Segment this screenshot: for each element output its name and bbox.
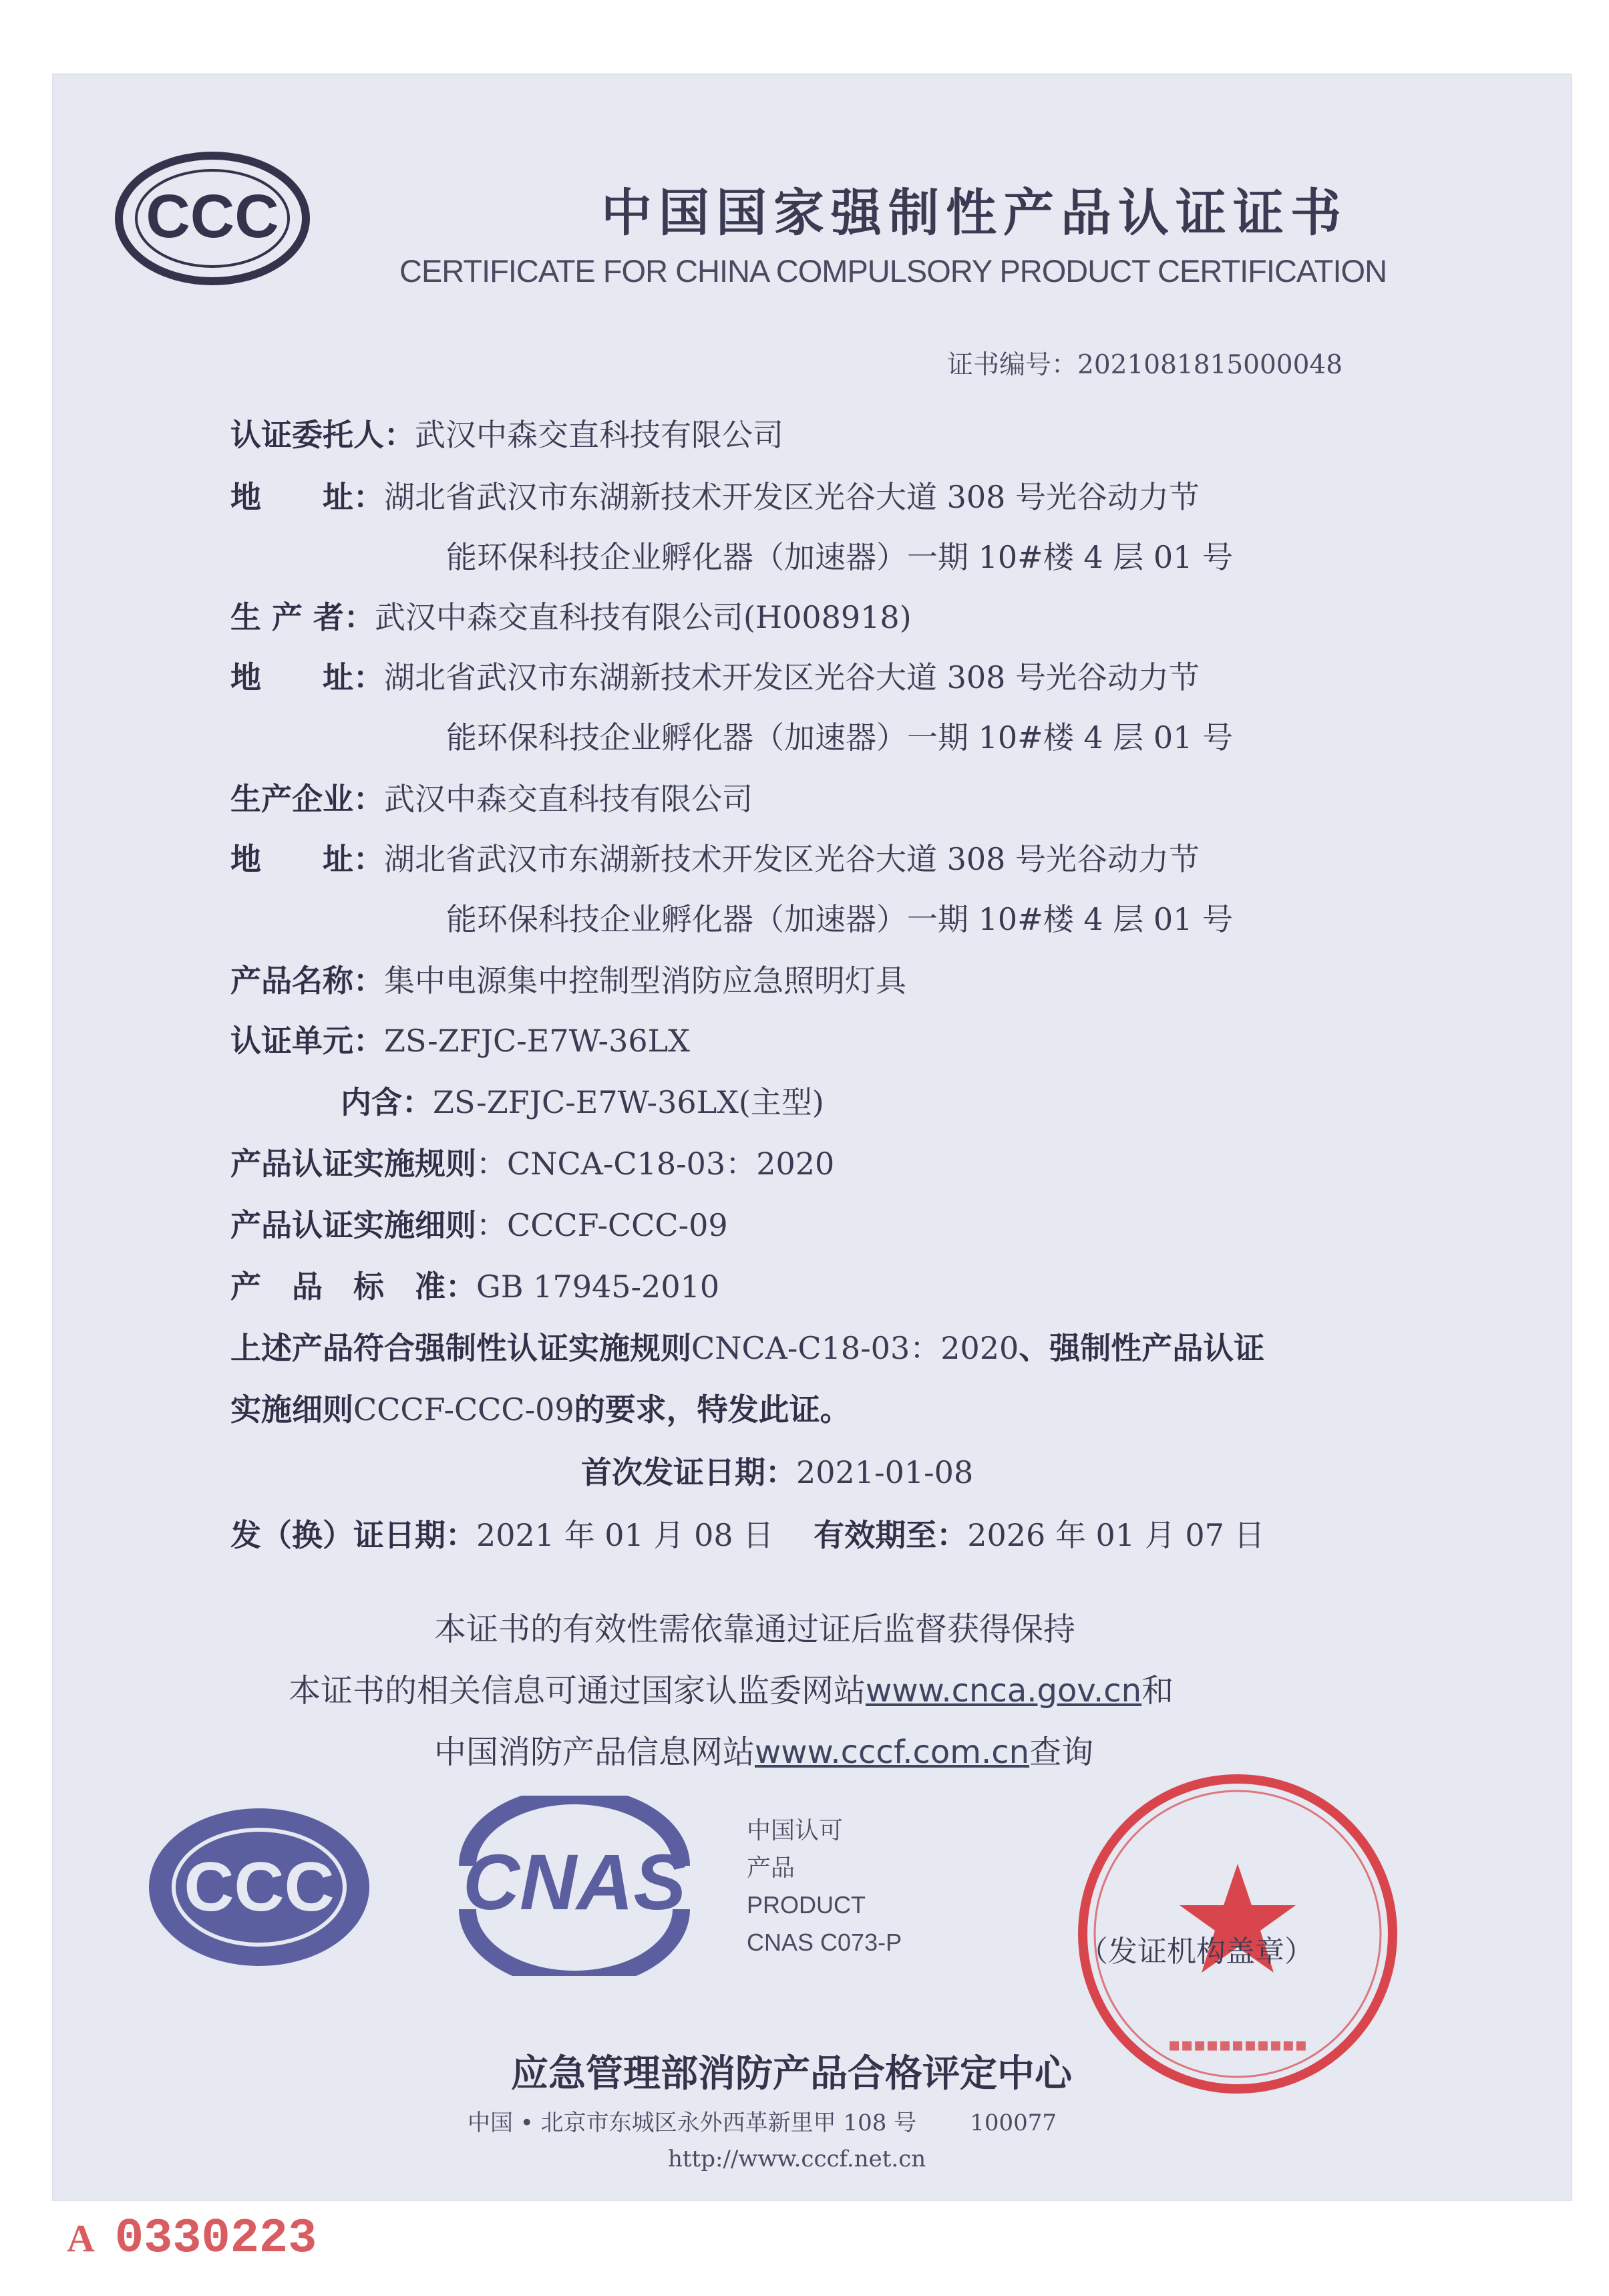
certificate-title-en: CERTIFICATE FOR CHINA COMPULSORY PRODUCT CERTIFICATION bbox=[399, 253, 1387, 289]
cnas-note-line1: 中国认可 bbox=[747, 1816, 844, 1844]
factory-address-row bbox=[230, 835, 1200, 879]
issue-date-label: 发（换）证日期： bbox=[230, 1517, 476, 1553]
manufacturer-address-row-2 bbox=[446, 713, 1233, 758]
cnas-note-line2: 产品 bbox=[747, 1854, 795, 1881]
notice-line-2 bbox=[289, 1665, 1174, 1711]
applicant-address-line1: 湖北省武汉市东湖新技术开发区光谷大道 308 号光谷动力节 bbox=[384, 479, 1200, 515]
applicant-address-label: 地 址： bbox=[230, 479, 384, 515]
manufacturer-address-line1: 湖北省武汉市东湖新技术开发区光谷大道 308 号光谷动力节 bbox=[384, 659, 1200, 695]
first-issue-row bbox=[581, 1448, 973, 1492]
factory-address-label: 地 址： bbox=[230, 841, 384, 877]
cnas-note-line3: PRODUCT bbox=[747, 1891, 866, 1919]
cert-unit-label: 认证单元： bbox=[230, 1023, 384, 1059]
ccc-mark-text: CCC bbox=[184, 1848, 335, 1926]
manufacturer-value: 武汉中森交直科技有限公司(H008918) bbox=[375, 599, 912, 635]
statement-line-1 bbox=[230, 1324, 1264, 1368]
issue-date-value: 2021 年 01 月 08 日 bbox=[476, 1517, 774, 1553]
certificate-title-cn: 中国国家强制性产品认证证书 bbox=[601, 183, 1348, 242]
impl-rule-row bbox=[230, 1140, 834, 1184]
applicant-row bbox=[230, 411, 783, 455]
certificate-number-value: 2021081815000048 bbox=[1077, 350, 1343, 380]
cnas-note bbox=[747, 1812, 902, 1961]
footer-address-row bbox=[468, 2104, 1057, 2137]
manufacturer-address-row bbox=[230, 653, 1200, 697]
svg-text:▪▪▪▪▪▪▪▪▪▪▪: ▪▪▪▪▪▪▪▪▪▪▪ bbox=[1168, 2033, 1308, 2056]
ccc-logo-top bbox=[112, 150, 313, 287]
contains-label: 内含： bbox=[341, 1084, 433, 1120]
factory-address-row-2 bbox=[446, 895, 1233, 939]
product-name-row bbox=[230, 957, 906, 1001]
notice-line3-query: 查询 bbox=[1029, 1734, 1094, 1771]
applicant-address-line2: 能环保科技企业孵化器（加速器）一期 10#楼 4 层 01 号 bbox=[446, 539, 1233, 575]
serial-digits: 0330223 bbox=[114, 2211, 317, 2266]
factory-label: 生产企业： bbox=[230, 781, 384, 817]
factory-address-line1: 湖北省武汉市东湖新技术开发区光谷大道 308 号光谷动力节 bbox=[384, 841, 1200, 877]
applicant-value: 武汉中森交直科技有限公司 bbox=[415, 417, 783, 453]
standard-row bbox=[230, 1263, 719, 1307]
applicant-label: 认证委托人： bbox=[230, 417, 415, 453]
impl-detail-label: 产品认证实施细则 bbox=[230, 1207, 476, 1243]
serial-prefix: A bbox=[67, 2217, 95, 2260]
factory-row bbox=[230, 775, 753, 819]
cnas-logo bbox=[441, 1796, 708, 1976]
manufacturer-address-label: 地 址： bbox=[230, 659, 384, 695]
notice-line3-text: 中国消防产品信息网站 bbox=[434, 1734, 755, 1771]
cnca-website-link[interactable]: www.cnca.gov.cn bbox=[866, 1672, 1142, 1709]
issuer-seal-caption: （发证机构盖章） bbox=[1079, 1935, 1314, 1969]
manufacturer-address-line2: 能环保科技企业孵化器（加速器）一期 10#楼 4 层 01 号 bbox=[446, 719, 1233, 756]
footer-address: 中国 • 北京市东城区永外西革新里甲 108 号 bbox=[468, 2110, 917, 2136]
cnas-logo-text: CNAS bbox=[462, 1838, 687, 1927]
contains-row bbox=[341, 1078, 824, 1122]
impl-detail-value: ：CCCF-CCC-09 bbox=[476, 1207, 728, 1243]
applicant-address-row-2 bbox=[446, 533, 1233, 577]
notice-line-1: 本证书的有效性需依靠通过证后监督获得保持 bbox=[434, 1611, 1076, 1648]
statement-line1-c: 、强制性产品认证 bbox=[1019, 1330, 1265, 1366]
cert-unit-row bbox=[230, 1017, 690, 1061]
cccf-website-link[interactable]: www.cccf.com.cn bbox=[755, 1734, 1030, 1771]
footer-postcode: 100077 bbox=[970, 2110, 1057, 2136]
factory-address-line2: 能环保科技企业孵化器（加速器）一期 10#楼 4 层 01 号 bbox=[446, 901, 1233, 937]
notice-line2-and: 和 bbox=[1141, 1672, 1174, 1709]
issuing-organization: 应急管理部消防产品合格评定中心 bbox=[511, 2052, 1072, 2096]
certificate-number-label: 证书编号： bbox=[947, 350, 1078, 380]
ccc-logo-top-text: CCC bbox=[146, 182, 279, 251]
product-name-label: 产品名称： bbox=[230, 963, 384, 999]
statement-line2-c: 的要求，特发此证。 bbox=[574, 1391, 851, 1428]
notice-line2-text: 本证书的相关信息可通过国家认监委网站 bbox=[289, 1672, 866, 1709]
manufacturer-row bbox=[230, 593, 912, 637]
notice-line-3 bbox=[434, 1726, 1093, 1772]
statement-line2-b: CCCF-CCC-09 bbox=[353, 1391, 574, 1428]
applicant-address-row bbox=[230, 473, 1200, 517]
contains-value: ZS-ZFJC-E7W-36LX(主型) bbox=[433, 1084, 824, 1120]
statement-line1-b: CNCA-C18-03：2020 bbox=[691, 1330, 1019, 1366]
standard-label: 产 品 标 准： bbox=[230, 1269, 476, 1305]
impl-detail-row bbox=[230, 1201, 728, 1245]
first-issue-value: 2021-01-08 bbox=[796, 1454, 974, 1490]
statement-line2-a: 实施细则 bbox=[230, 1391, 353, 1428]
certificate-number bbox=[947, 344, 1343, 381]
ccc-mark-logo bbox=[146, 1804, 373, 1971]
impl-rule-label: 产品认证实施规则 bbox=[230, 1146, 476, 1182]
valid-until-label: 有效期至： bbox=[814, 1517, 968, 1553]
statement-line-2 bbox=[230, 1385, 851, 1430]
product-name-value: 集中电源集中控制型消防应急照明灯具 bbox=[384, 963, 906, 999]
first-issue-label: 首次发证日期： bbox=[581, 1454, 796, 1490]
factory-value: 武汉中森交直科技有限公司 bbox=[384, 781, 753, 817]
cert-unit-value: ZS-ZFJC-E7W-36LX bbox=[384, 1023, 690, 1059]
standard-value: GB 17945-2010 bbox=[476, 1269, 720, 1305]
impl-rule-value: ：CNCA-C18-03：2020 bbox=[476, 1146, 835, 1182]
valid-until-value: 2026 年 01 月 07 日 bbox=[967, 1517, 1265, 1553]
manufacturer-label: 生 产 者： bbox=[230, 599, 375, 635]
serial-number bbox=[67, 2211, 317, 2266]
cnas-note-line4: CNAS C073-P bbox=[747, 1929, 902, 1956]
footer-website-link[interactable]: http://www.cccf.net.cn bbox=[668, 2146, 926, 2172]
issue-date-row bbox=[230, 1511, 1265, 1555]
statement-line1-a: 上述产品符合强制性认证实施规则 bbox=[230, 1330, 691, 1366]
